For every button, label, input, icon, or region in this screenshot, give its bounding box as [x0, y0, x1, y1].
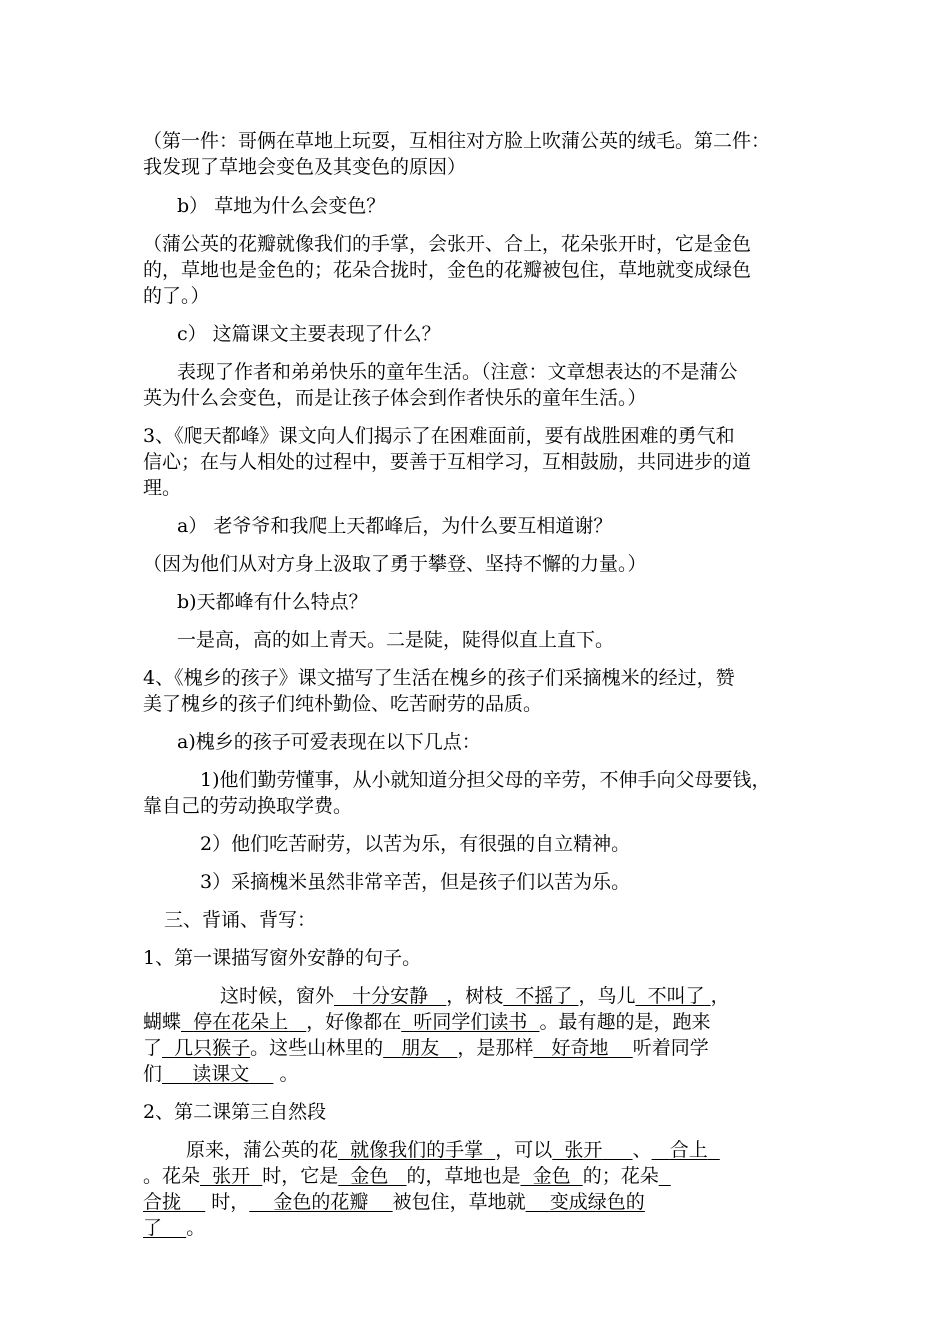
question-a: a） 老爷爷和我爬上天都峰后，为什么要互相道谢？: [177, 515, 613, 537]
fill-text: 。: [186, 1217, 206, 1239]
fill-answer: 好奇地: [551, 1037, 609, 1059]
fill-line: [186, 1137, 720, 1163]
fill-answer: 停在花朵上: [193, 1011, 289, 1033]
fill-text: 。花朵: [143, 1165, 201, 1187]
text-line: 1、第一课描写窗外安静的句子。: [143, 947, 422, 969]
fill-line: [143, 1215, 205, 1241]
fill-answer: 合上: [669, 1139, 708, 1161]
question-c: c） 这篇课文主要表现了什么？: [177, 323, 441, 345]
fill-text: 时，: [211, 1191, 250, 1213]
fill-text: ，可以: [495, 1139, 553, 1161]
fill-blank[interactable]: [334, 985, 446, 1007]
fill-text: 。这些山林里的: [250, 1037, 384, 1059]
fill-blank[interactable]: [635, 985, 710, 1007]
fill-line: [143, 1035, 709, 1061]
fill-text: ，好像都在: [306, 1011, 402, 1033]
fill-text: 。最有趣的是，跑来: [539, 1011, 711, 1033]
fill-line: [143, 1189, 645, 1215]
text-line: 4、《槐乡的孩子》课文描写了生活在槐乡的孩子们采摘槐米的经过，赞: [143, 667, 735, 689]
fill-text: 听着同学: [632, 1037, 709, 1059]
fill-text: 。: [279, 1063, 299, 1085]
text-line: 一是高，高的如上青天。二是陡，陡得似直上直下。: [177, 629, 615, 651]
fill-answer: 读课文: [192, 1063, 250, 1085]
fill-answer: 合拢: [143, 1191, 182, 1213]
fill-answer: 金色: [532, 1165, 571, 1187]
text-line: 的了。）: [143, 285, 210, 307]
fill-blank[interactable]: [338, 1139, 495, 1161]
text-line: （因为他们从对方身上汲取了勇于攀登、坚持不懈的力量。）: [143, 553, 647, 575]
fill-blank[interactable]: [249, 1191, 392, 1213]
fill-text: 们: [143, 1063, 163, 1085]
fill-text: 原来，蒲公英的花: [186, 1139, 339, 1161]
text-line: 靠自己的劳动换取学费。: [143, 795, 353, 817]
fill-answer: 张开: [564, 1139, 603, 1161]
fill-blank[interactable]: [503, 985, 578, 1007]
fill-answer: 不摇了: [515, 985, 573, 1007]
fill-blank[interactable]: [181, 1011, 306, 1033]
fill-blank[interactable]: [652, 1139, 720, 1161]
text-line: 美了槐乡的孩子们纯朴勤俭、吃苦耐劳的品质。: [143, 693, 543, 715]
fill-text: ，: [710, 985, 730, 1007]
fill-text: ，树枝: [446, 985, 504, 1007]
fill-text: 、: [632, 1139, 652, 1161]
fill-line: [143, 1061, 298, 1087]
text-line: 1)他们勤劳懂事，从小就知道分担父母的辛劳，不伸手向父母要钱，: [200, 769, 771, 791]
fill-blank[interactable]: [533, 1037, 632, 1059]
text-line: 3、《爬天都峰》课文向人们揭示了在困难面前，要有战胜困难的勇气和: [143, 425, 735, 447]
fill-answer: 变成绿色的: [549, 1191, 645, 1213]
fill-answer: 十分安静: [352, 985, 429, 1007]
fill-text: ，鸟儿: [578, 985, 636, 1007]
text-line: 信心；在与人相处的过程中，要善于互相学习，互相鼓励，共同进步的道: [143, 451, 752, 473]
text-line: （第一件：哥俩在草地上玩耍，互相往对方脸上吹蒲公英的绒毛。第二件：: [143, 130, 771, 152]
fill-answer: 朋友: [401, 1037, 440, 1059]
fill-answer: 不叫了: [647, 985, 705, 1007]
fill-answer: 张开: [212, 1165, 251, 1187]
fill-blank[interactable]: [338, 1165, 406, 1187]
fill-blank[interactable]: [401, 1011, 539, 1033]
text-line: 2、第二课第三自然段: [143, 1101, 327, 1123]
fill-answer: 金色的花瓣: [273, 1191, 369, 1213]
fill-line: [143, 1009, 710, 1035]
fill-answer: 几只猴子: [174, 1037, 251, 1059]
text-line: 英为什么会变色，而是让孩子体会到作者快乐的童年生活。）: [143, 387, 647, 409]
text-line: 表现了作者和弟弟快乐的童年生活。（注意：文章想表达的不是蒲公: [177, 361, 738, 383]
fill-blank[interactable]: [200, 1165, 262, 1187]
text-line: 2）他们吃苦耐劳，以苦为乐，有很强的自立精神。: [200, 833, 631, 855]
fill-text: 这时候，窗外: [220, 985, 335, 1007]
fill-text: 时，它是: [262, 1165, 339, 1187]
fill-line: [143, 1163, 671, 1189]
fill-answer: 金色: [350, 1165, 389, 1187]
section-heading: 三、背诵、背写：: [164, 909, 317, 931]
text-line: 3）采摘槐米虽然非常辛苦，但是孩子们以苦为乐。: [200, 871, 631, 893]
text-line: 理。: [143, 477, 182, 499]
fill-blank[interactable]: [383, 1037, 457, 1059]
fill-text: 蝴蝶: [143, 1011, 182, 1033]
fill-blank[interactable]: [143, 1191, 205, 1213]
fill-line: [220, 983, 730, 1009]
fill-text: 了: [143, 1037, 163, 1059]
fill-text: 的；花朵: [582, 1165, 659, 1187]
fill-blank[interactable]: [520, 1165, 582, 1187]
fill-answer: 了: [143, 1217, 163, 1239]
fill-text: ，是那样: [457, 1037, 534, 1059]
question-b: b） 草地为什么会变色？: [177, 195, 386, 217]
fill-blank[interactable]: [162, 1037, 250, 1059]
fill-answer: 就像我们的手掌: [350, 1139, 484, 1161]
question-a: a)槐乡的孩子可爱表现在以下几点：: [177, 731, 481, 753]
fill-blank[interactable]: [552, 1139, 632, 1161]
text-line: 的，草地也是金色的；花朵合拢时，金色的花瓣被包住，草地就变成绿色: [143, 259, 752, 281]
question-b: b)天都峰有什么特点？: [177, 591, 368, 613]
fill-blank[interactable]: [143, 1217, 186, 1239]
fill-blank[interactable]: [526, 1191, 645, 1213]
fill-blank[interactable]: [162, 1063, 273, 1085]
fill-text: 被包住，草地就: [392, 1191, 526, 1213]
fill-blank[interactable]: [659, 1165, 671, 1187]
text-line: 我发现了草地会变色及其变色的原因）: [143, 156, 467, 178]
fill-answer: 听同学们读书: [413, 1011, 528, 1033]
fill-text: 的，草地也是: [406, 1165, 521, 1187]
text-line: （蒲公英的花瓣就像我们的手掌，会张开、合上，花朵张开时，它是金色: [143, 233, 752, 255]
